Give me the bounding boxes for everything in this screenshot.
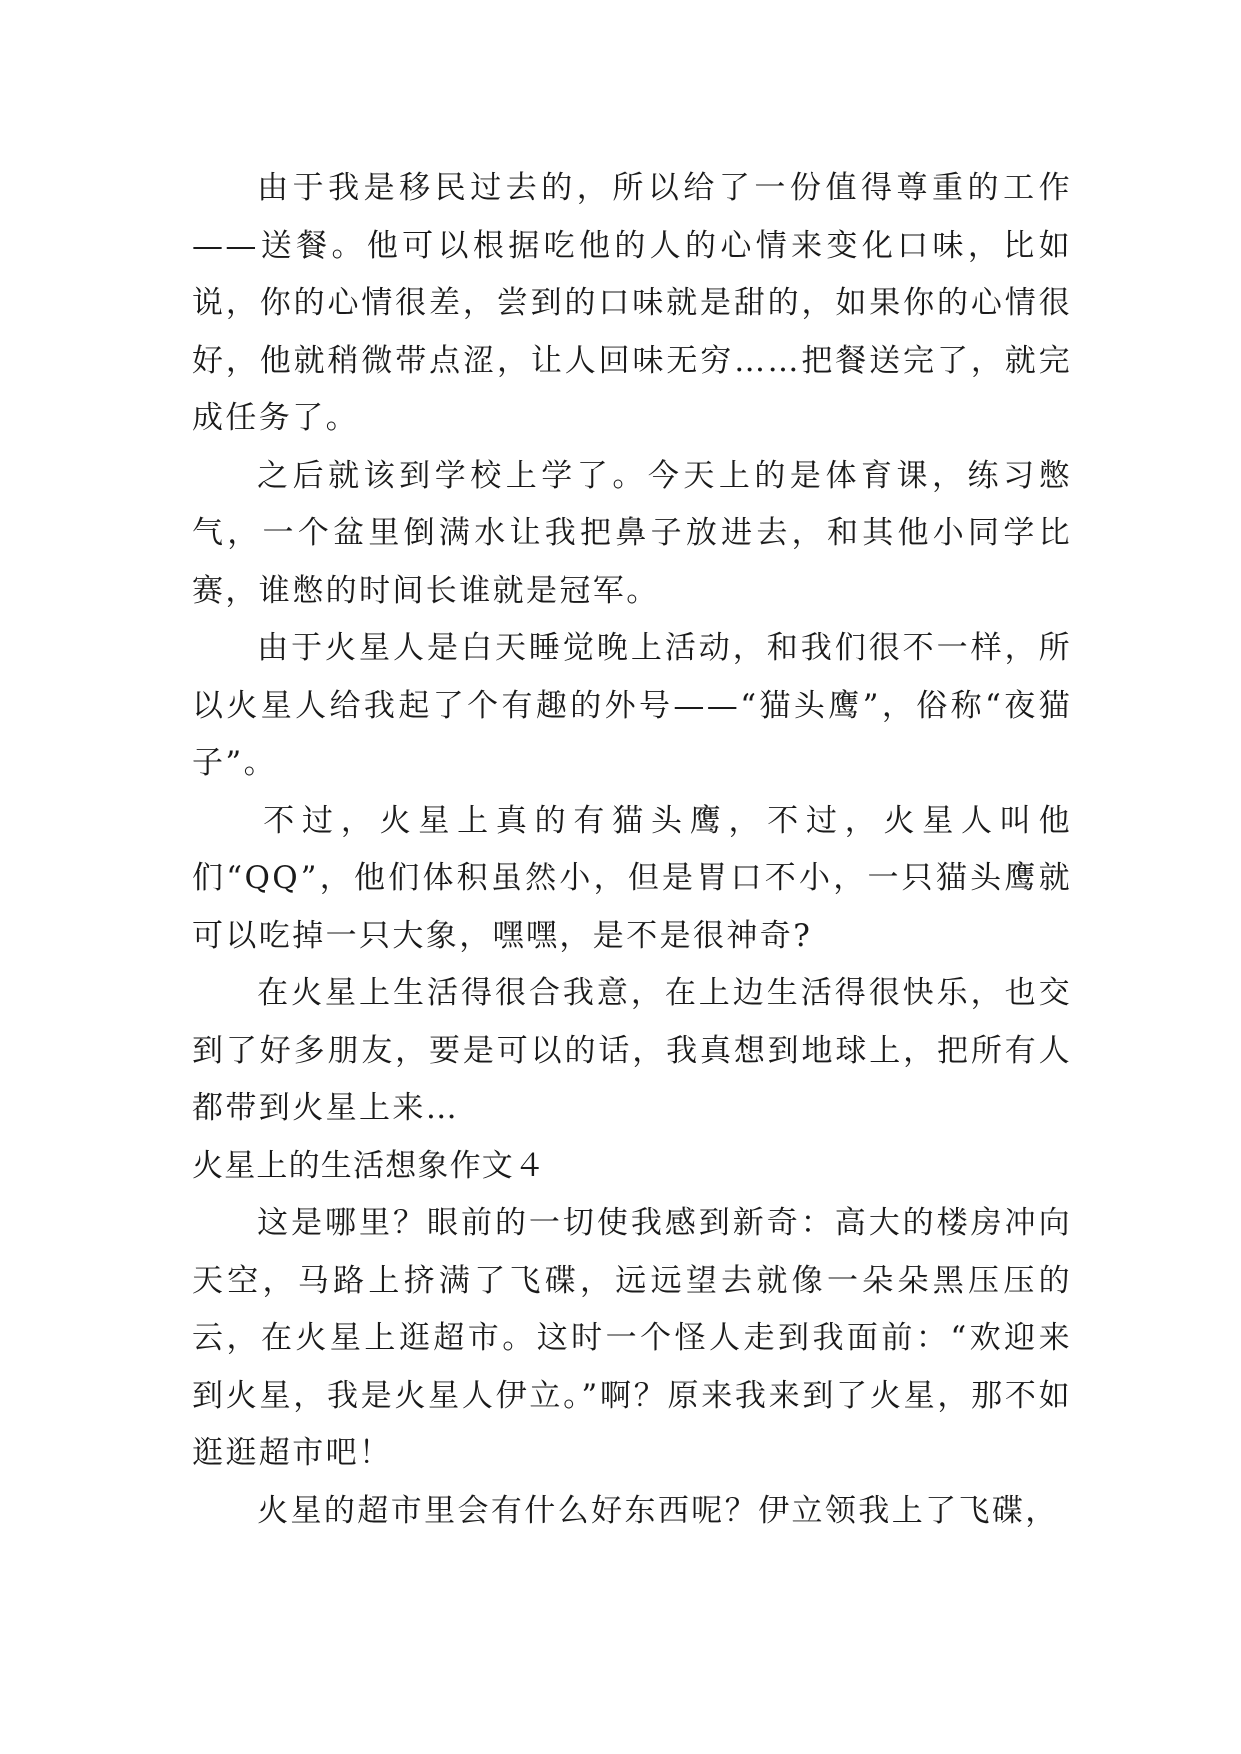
article-body (192, 160, 1072, 1540)
paragraph-owl: 不过，火星上真的有猫头鹰，不过，火星人叫他们“QQ”，他们体积虽然小，但是胃口不小，一只猫头鹰就可以吃掉一只大象，嘿嘿，是不是很神奇? (192, 802, 1072, 954)
paragraph-school: 之后就该到学校上学了。今天上的是体育课，练习憋气，一个盆里倒满水让我把鼻子放进去，和其他小同学比赛，谁憋的时间长谁就是冠军。 (192, 457, 1072, 609)
section-heading: 火星上的生活想象作文４ (192, 1147, 547, 1184)
paragraph-nickname: 由于火星人是白天睡觉晚上活动，和我们很不一样，所以火星人给我起了个有趣的外号——“猫头鹰”，俗称“夜猫子”。 (192, 630, 1072, 781)
paragraph-job-delivery: 由于我是移民过去的，所以给了一份值得尊重的工作——送餐。他可以根据吃他的人的心情来变化口味，比如说，你的心情很差，尝到的口味就是甜的，如果你的心情很好，他就稍微带点涩，让人回味无穷……把餐送完了，就完成任务了。 (192, 170, 1072, 436)
paragraph-supermarket: 火星的超市里会有什么好东西呢？伊立领我上了飞碟， (257, 1492, 1059, 1529)
paragraph-arrival: 这是哪里？眼前的一切使我感到新奇：高大的楼房冲向天空，马路上挤满了飞碟，远远望去就像一朵朵黑压压的云，在火星上逛超市。这时一个怪人走到我面前：“欢迎来到火星，我是火星人伊立。”啊？原来我来到了火星，那不如逛逛超市吧！ (192, 1205, 1072, 1471)
paragraph-happy-life: 在火星上生活得很合我意，在上边生活得很快乐，也交到了好多朋友，要是可以的话，我真想到地球上，把所有人都带到火星上来… (192, 975, 1072, 1126)
